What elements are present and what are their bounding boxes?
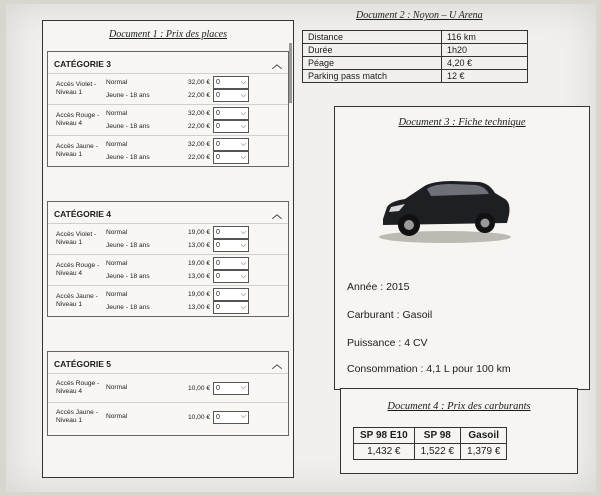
quantity-select[interactable]: 0 ⌵	[213, 411, 249, 424]
doc1-title: Document 1 : Prix des places	[108, 29, 228, 40]
trip-value: 4,20 €	[442, 57, 528, 70]
ticket-type: Jeune - 18 ans	[106, 303, 150, 311]
spec-consumption: Consommation : 4,1 L pour 100 km	[347, 363, 511, 375]
chevron-up-icon[interactable]: ︿	[272, 360, 282, 371]
chevron-up-icon[interactable]: ︿	[272, 60, 282, 71]
trip-label: Péage	[303, 57, 442, 70]
doc3-title: Document 3 : Fiche technique	[398, 117, 526, 128]
quantity-select[interactable]: 0 ⌵	[213, 120, 249, 133]
quantity-select[interactable]: 0 ⌵	[213, 257, 249, 270]
fuel-price-panel	[340, 388, 578, 474]
chevron-down-icon: ⌵	[240, 140, 246, 148]
access-label: Accès Violet - Niveau 1	[56, 231, 97, 246]
quantity-select[interactable]: 0 ⌵	[213, 107, 249, 120]
chevron-down-icon: ⌵	[240, 122, 246, 130]
ticket-type: Normal	[106, 228, 128, 236]
spec-fuel: Carburant : Gasoil	[347, 309, 433, 321]
ticket-price: 22,00 €	[188, 92, 210, 99]
quantity-select[interactable]: 0 ⌵	[213, 270, 249, 283]
chevron-down-icon: ⌵	[240, 228, 246, 236]
fuel-header: SP 98 E10	[354, 428, 415, 444]
access-label: Accès Jaune - Niveau 1	[56, 293, 98, 308]
category-5-section	[47, 351, 289, 436]
trip-label: Parking pass match	[303, 70, 442, 83]
trip-value: 12 €	[442, 70, 528, 83]
worksheet-page	[6, 4, 596, 492]
ticket-type: Normal	[106, 78, 128, 86]
category-3-section	[47, 51, 289, 167]
fuel-price-table	[353, 427, 507, 460]
ticket-price: 19,00 €	[188, 291, 210, 298]
trip-value: 1h20	[442, 44, 528, 57]
chevron-down-icon: ⌵	[240, 91, 246, 99]
ticket-price: 19,00 €	[188, 229, 210, 236]
quantity-select[interactable]: 0 ⌵	[213, 89, 249, 102]
chevron-down-icon: ⌵	[240, 303, 246, 311]
chevron-down-icon: ⌵	[240, 241, 246, 249]
quantity-select[interactable]: 0 ⌵	[213, 151, 249, 164]
ticket-type: Jeune - 18 ans	[106, 241, 150, 249]
chevron-down-icon: ⌵	[240, 272, 246, 280]
fuel-price: 1,522 €	[414, 444, 460, 460]
ticket-type: Normal	[106, 109, 128, 117]
chevron-down-icon: ⌵	[240, 78, 246, 86]
ticket-type: Jeune - 18 ans	[106, 122, 150, 130]
category-5-title: CATÉGORIE 5	[54, 358, 111, 369]
category-4-section	[47, 201, 289, 317]
quantity-select[interactable]: 0 ⌵	[213, 226, 249, 239]
doc4-title: Document 4 : Prix des carburants	[387, 401, 531, 412]
access-label: Accès Jaune - Niveau 1	[56, 409, 98, 424]
category-4-title: CATÉGORIE 4	[54, 208, 111, 219]
ticket-type: Normal	[106, 259, 128, 267]
fuel-header: Gasoil	[461, 428, 507, 444]
quantity-select[interactable]: 0 ⌵	[213, 138, 249, 151]
chevron-down-icon: ⌵	[240, 290, 246, 298]
ticket-price: 22,00 €	[188, 154, 210, 161]
access-group	[48, 135, 288, 166]
ticket-price: 10,00 €	[188, 413, 210, 421]
ticket-type: Normal	[106, 290, 128, 298]
ticket-price: 13,00 €	[188, 242, 210, 249]
ticket-type: Normal	[106, 384, 128, 391]
ticket-price: 13,00 €	[188, 273, 210, 280]
ticket-price: 32,00 €	[188, 141, 210, 148]
ticket-price: 19,00 €	[188, 260, 210, 267]
scrollbar[interactable]	[289, 43, 292, 103]
ticket-price: 32,00 €	[188, 79, 210, 86]
fuel-price: 1,379 €	[461, 444, 507, 460]
quantity-select[interactable]: 0 ⌵	[213, 301, 249, 314]
ticket-type: Normal	[106, 140, 128, 148]
chevron-down-icon: ⌵	[240, 153, 246, 161]
access-label: Accès Rouge - Niveau 4	[56, 112, 100, 127]
access-group	[48, 254, 288, 285]
ticket-price: 10,00 €	[188, 384, 210, 392]
quantity-select[interactable]: 0 ⌵	[213, 288, 249, 301]
quantity-select[interactable]: 0 ⌵	[213, 76, 249, 89]
spec-power: Puissance : 4 CV	[347, 337, 428, 349]
ticket-type: Jeune - 18 ans	[106, 272, 150, 280]
ticket-price: 13,00 €	[188, 304, 210, 311]
access-group	[48, 402, 288, 435]
access-group	[48, 73, 288, 104]
access-label: Accès Jaune - Niveau 1	[56, 143, 98, 158]
access-group	[48, 373, 288, 402]
ticket-type: Normal	[106, 413, 128, 420]
trip-value: 116 km	[442, 31, 528, 44]
chevron-down-icon: ⌵	[240, 109, 246, 117]
access-label: Accès Rouge - Niveau 4	[56, 380, 100, 395]
fuel-price: 1,432 €	[354, 444, 415, 460]
chevron-up-icon[interactable]: ︿	[272, 210, 282, 221]
trip-info-table	[302, 30, 528, 83]
category-3-title: CATÉGORIE 3	[54, 58, 111, 69]
fuel-header: SP 98	[414, 428, 460, 444]
chevron-down-icon: ⌵	[240, 259, 246, 267]
trip-label: Durée	[303, 44, 442, 57]
car-image	[375, 167, 515, 247]
doc2-title: Document 2 : Noyon – U Arena	[356, 10, 483, 21]
chevron-down-icon: ⌵	[240, 413, 246, 420]
ticket-price-panel	[42, 20, 294, 478]
spec-year: Année : 2015	[347, 281, 410, 293]
access-group	[48, 223, 288, 254]
access-label: Accès Violet - Niveau 1	[56, 81, 97, 96]
ticket-price: 22,00 €	[188, 123, 210, 130]
access-label: Accès Rouge - Niveau 4	[56, 262, 100, 277]
chevron-down-icon: ⌵	[240, 384, 246, 391]
ticket-type: Jeune - 18 ans	[106, 153, 150, 161]
ticket-price: 32,00 €	[188, 110, 210, 117]
ticket-type: Jeune - 18 ans	[106, 91, 150, 99]
tech-sheet-panel	[334, 106, 590, 390]
quantity-select[interactable]: 0 ⌵	[213, 382, 249, 395]
quantity-select[interactable]: 0 ⌵	[213, 239, 249, 252]
access-group	[48, 285, 288, 316]
access-group	[48, 104, 288, 135]
trip-label: Distance	[303, 31, 442, 44]
